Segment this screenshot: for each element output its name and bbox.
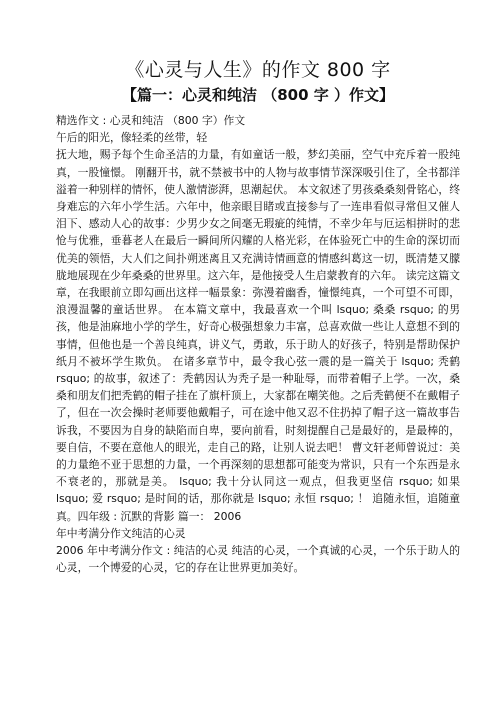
paragraph-intro: 午后的阳光，像轻柔的丝带，轻 (56, 131, 208, 145)
document-body (56, 112, 460, 576)
paragraph-main: 抚大地，赐予每个生命圣洁的力量，有如童话一般，梦幻美丽，空气中充斥着一股纯真，一股憧憬。 刚翻开书，就不禁被书中的人物与故事情节深深吸引住了，全书都洋溢着一种别样的情怀，使人激情澎湃，思潮起伏。 本文叙述了男孩桑桑刻骨铭心，终身难忘的六年小学生活。六年中，他亲眼目睹或直接参与了一连串看似寻常但又催人泪下、感动人心的故事：少男少女之间毫无瑕疵的纯情，不幸少年与厄运相拼时的悲怆与优雅，垂暮老人在最后一瞬间所闪耀的人格光彩，在体验死亡中的生命的深切而优美的领悟，大人们之间扑朔迷离且又充满诗情画意的情感纠葛这一切，既清楚又朦胧地展现在少年桑桑的世界里。这六年，是他接受人生启蒙教育的六年。 读完这篇文章，在我眼前立即勾画出这样一幅景象：弥漫着幽香，憧憬纯真，一个可望不可即，浪漫温馨的童话世界。 在本篇文章中，我最喜欢一个叫 lsquo; 桑桑 rsquo; 的男孩，他是油麻地小学的学生，好奇心极强想象力丰富，总喜欢做一些让人意想不到的事情，但他也是一个善良纯真，讲义气，勇敢，乐于助人的好孩子，特别是帮助保护纸月不被坏学生欺负。 在诸多章节中，最令我心弦一震的是一篇关于 lsquo; 秃鹤 rsquo; 的故事，叙述了：秃鹤因认为秃子是一种耻辱，而带着帽子上学。一次，桑桑和朋友们把秃鹤的帽子挂在了旗杆顶上，大家都在嘲笑他。之后秃鹤便不在戴帽子了，但在一次会操时老师要他戴帽子，可在途中他又忍不住扔掉了帽子这一篇故事告诉我，不要因为自身的缺陷而自卑，要向前看，时刻提醒自己是最好的，是最棒的，要自信，不要在意他人的眼光，走自己的路，让别人说去吧！ 曹文轩老师曾说过：美的力量绝不亚于思想的力量，一个再深刻的思想都可能变为常识，只有一个东西是永不衰老的，那就是美。 lsquo; 我十分认同这一观点，但我更坚信 rsquo; 如果 lsquo; 爱 rsquo; 是时间的话，那你就是 lsquo; 永恒 rsquo; ！ 追随永恒，追随童真。四年级 : 沉默的背影 篇一： 2006 (56, 148, 460, 523)
section-heading: 【篇一：心灵和纯洁 （800 字 ）作文】 (122, 86, 394, 104)
paragraph-second-title: 年中考满分作文纯洁的心灵 (56, 526, 186, 540)
paragraph-second-start: 2006 年中考满分作文 : 纯洁的心灵 纯洁的心灵，一个真诚的心灵，一个乐于助人的心灵，一个博爱的心灵，它的存在让世界更加美好。 (56, 544, 460, 575)
paragraph-heading: 精选作文 : 心灵和纯洁 （800 字）作文 (56, 114, 246, 127)
document-title: 《心灵与人生》的作文 800 字 (125, 59, 391, 81)
